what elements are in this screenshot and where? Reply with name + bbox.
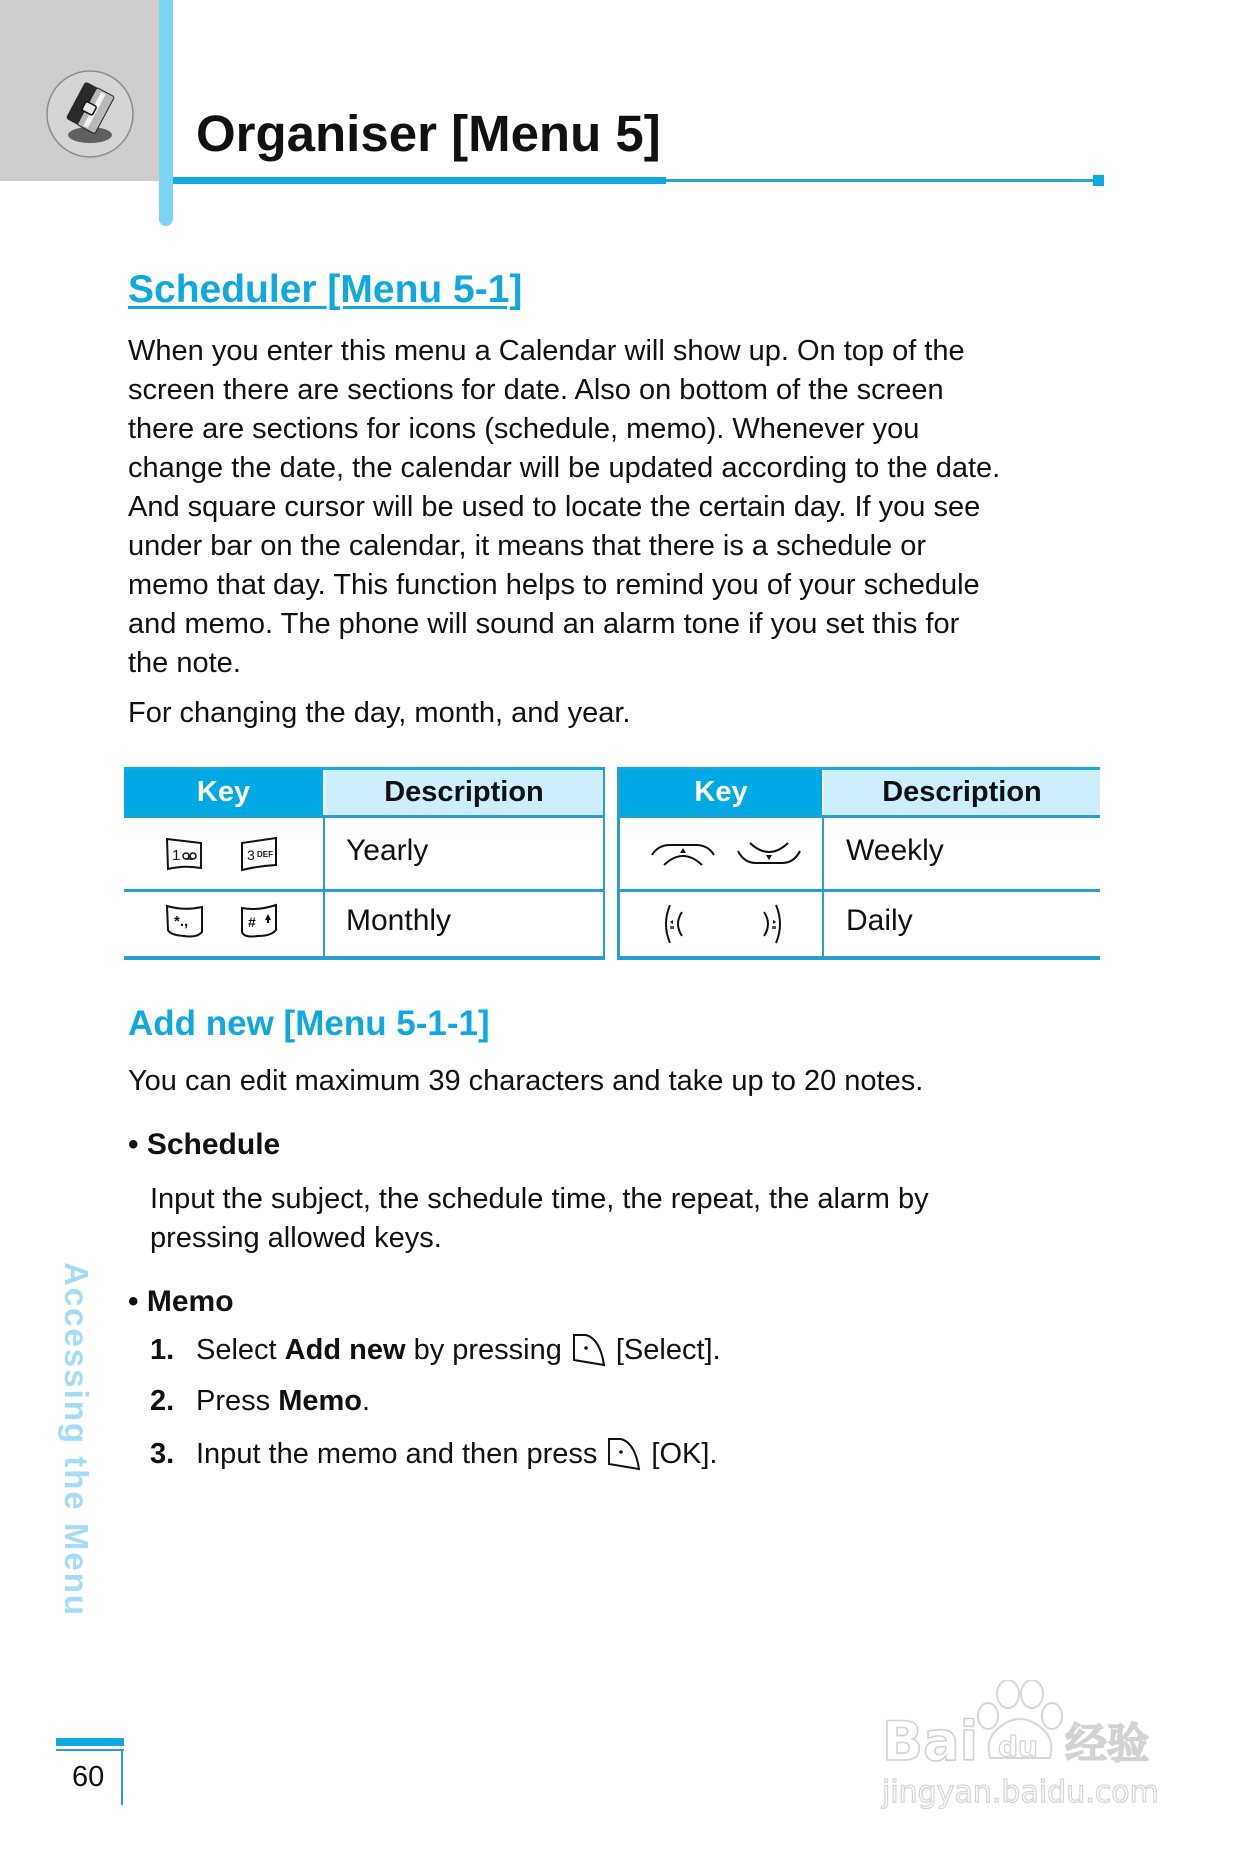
table-intro-text: For changing the day, month, and year. bbox=[128, 697, 631, 729]
paragraph-line: pressing allowed keys. bbox=[150, 1222, 442, 1254]
nav-down-key-icon bbox=[736, 841, 802, 867]
nav-left-key-icon bbox=[664, 903, 688, 945]
page-number-bar bbox=[56, 1738, 124, 1746]
table-header-description: Description bbox=[824, 770, 1100, 815]
table-separator-line bbox=[603, 767, 605, 960]
chapter-side-label bbox=[55, 1262, 95, 1722]
step-text: Input the memo and then press bbox=[196, 1437, 598, 1470]
page-number: 60 bbox=[72, 1761, 105, 1793]
key-1-voicemail-icon bbox=[164, 835, 204, 873]
step-text: . bbox=[361, 1385, 371, 1417]
paragraph-line: When you enter this menu a Calendar will show up. On top of the bbox=[128, 335, 965, 367]
watermark-url: jingyan.baidu.com bbox=[882, 1775, 1159, 1810]
page-number-rule bbox=[56, 1749, 124, 1751]
scheduler-description bbox=[128, 332, 1118, 683]
key-star-icon bbox=[164, 902, 206, 940]
memo-step-2 bbox=[150, 1385, 370, 1418]
title-underline-end-marker bbox=[1093, 175, 1104, 186]
step-text: [Select]. bbox=[615, 1333, 721, 1366]
table-column-divider bbox=[822, 815, 824, 960]
table-header-key: Key bbox=[124, 770, 323, 815]
svg-text:*.,: *., bbox=[174, 913, 189, 930]
step-bold-text: Add new bbox=[284, 1333, 406, 1366]
left-soft-key-icon bbox=[607, 1437, 641, 1471]
table-row-divider bbox=[124, 889, 603, 892]
paragraph-line: the note. bbox=[128, 647, 241, 679]
bullet-heading-schedule: • Schedule bbox=[128, 1128, 281, 1161]
svg-text:du: du bbox=[998, 1730, 1038, 1763]
memo-step-3 bbox=[150, 1437, 718, 1471]
add-new-description: You can edit maximum 39 characters and take up to 20 notes. bbox=[128, 1065, 924, 1097]
key-table-left bbox=[124, 767, 603, 960]
nav-right-key-icon bbox=[758, 903, 782, 945]
svg-text:DEF: DEF bbox=[257, 850, 273, 859]
svg-text:3: 3 bbox=[247, 847, 255, 863]
bullet-heading-memo: • Memo bbox=[128, 1285, 234, 1318]
organiser-book-icon bbox=[45, 69, 135, 159]
svg-text:1: 1 bbox=[172, 847, 181, 864]
table-cell-description: Monthly bbox=[346, 904, 452, 937]
paragraph-line: change the date, the calendar will be updated according to the date. bbox=[128, 452, 1001, 484]
step-text: Press bbox=[196, 1385, 279, 1417]
section-heading-add-new: Add new [Menu 5-1-1] bbox=[128, 1004, 490, 1043]
watermark-brand: Bai bbox=[882, 1710, 979, 1773]
key-hash-icon bbox=[238, 902, 280, 940]
paragraph-line: memo that day. This function helps to remind you of your schedule bbox=[128, 569, 980, 601]
title-underline-thick bbox=[173, 177, 666, 184]
step-text: Select bbox=[196, 1333, 285, 1366]
table-row-divider bbox=[124, 815, 603, 818]
memo-step-1 bbox=[150, 1333, 721, 1367]
step-number: 1. bbox=[150, 1333, 175, 1366]
paragraph-line: under bar on the calendar, it means that there is a schedule or bbox=[128, 530, 926, 562]
left-soft-key-icon bbox=[572, 1333, 606, 1367]
table-header-key: Key bbox=[620, 770, 822, 815]
step-text: by pressing bbox=[405, 1333, 562, 1366]
schedule-description bbox=[150, 1180, 929, 1258]
step-number: 3. bbox=[150, 1437, 175, 1470]
step-bold-text: Memo bbox=[278, 1385, 362, 1417]
paragraph-line: there are sections for icons (schedule, memo). Whenever you bbox=[128, 413, 920, 445]
table-cell-description: Weekly bbox=[846, 834, 944, 867]
key-3-def-icon bbox=[238, 835, 280, 873]
paragraph-line: and memo. The phone will sound an alarm tone if you set this for bbox=[128, 608, 960, 640]
svg-text:#: # bbox=[248, 914, 256, 930]
table-bottom-border bbox=[620, 956, 1100, 960]
table-cell-description: Daily bbox=[846, 904, 913, 937]
section-heading-scheduler: Scheduler [Menu 5-1] bbox=[128, 268, 523, 311]
chapter-label-text: Accessing the Menu bbox=[58, 1262, 95, 1618]
table-column-divider bbox=[323, 815, 325, 960]
header-vertical-accent-bar bbox=[159, 0, 173, 226]
nav-up-key-icon bbox=[650, 841, 716, 867]
paragraph-line: And square cursor will be used to locate the certain day. If you see bbox=[128, 491, 981, 523]
table-header-description: Description bbox=[325, 770, 603, 815]
title-underline-thin bbox=[666, 179, 1096, 182]
svg-text:经验: 经验 bbox=[1065, 1719, 1150, 1768]
page-number-rule-vertical bbox=[121, 1749, 123, 1805]
table-cell-description: Yearly bbox=[346, 834, 429, 867]
paragraph-line: screen there are sections for date. Also on bottom of the screen bbox=[128, 374, 944, 406]
step-number: 2. bbox=[150, 1385, 175, 1417]
page-title: Organiser [Menu 5] bbox=[196, 105, 661, 162]
key-table-right bbox=[620, 767, 1100, 960]
table-row-divider bbox=[620, 815, 1100, 818]
step-text: [OK]. bbox=[651, 1437, 718, 1470]
baidu-jingyan-watermark bbox=[880, 1680, 1170, 1820]
paragraph-line: Input the subject, the schedule time, the repeat, the alarm by bbox=[150, 1183, 929, 1215]
table-row-divider bbox=[620, 889, 1100, 892]
table-bottom-border bbox=[124, 956, 603, 960]
